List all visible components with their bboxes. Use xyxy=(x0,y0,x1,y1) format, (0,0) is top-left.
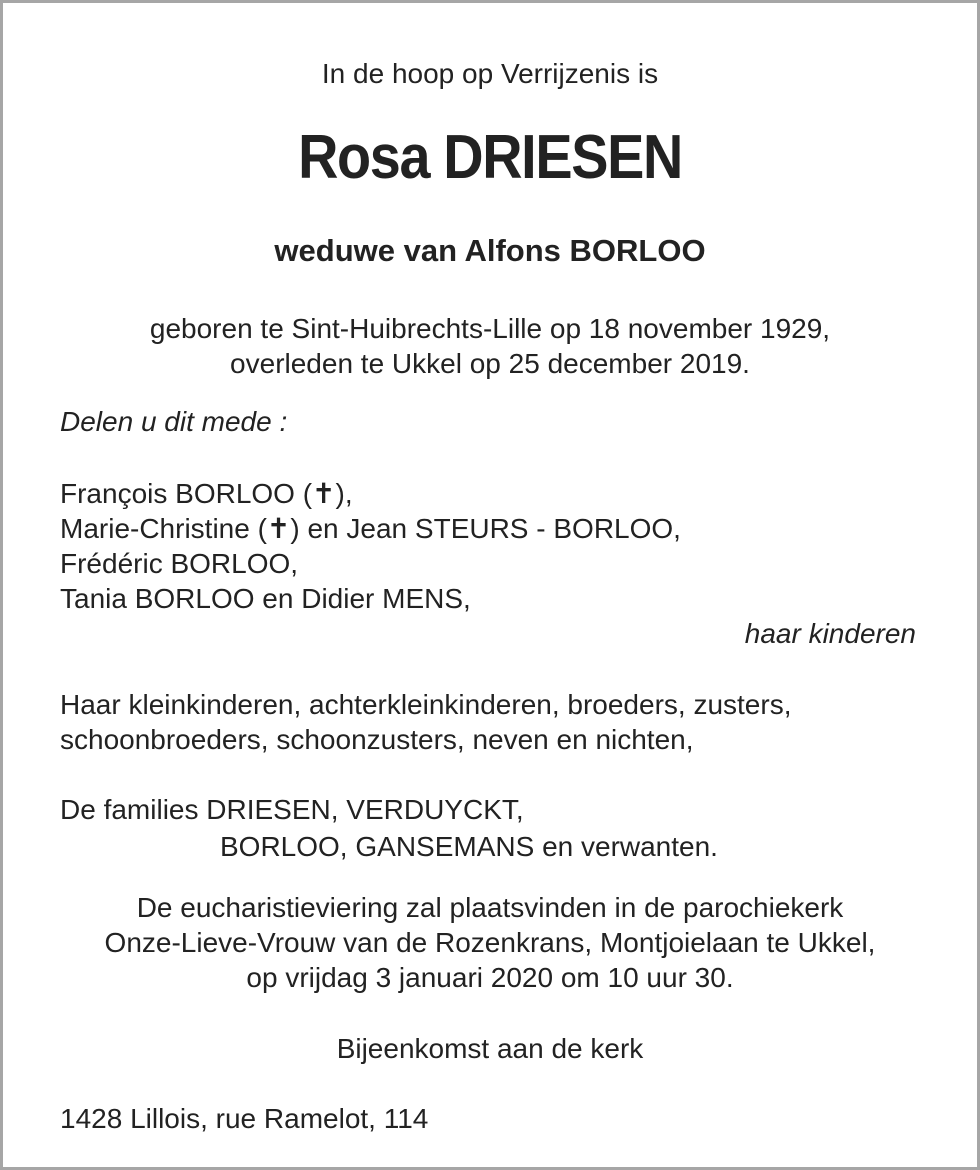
relatives-line: Haar kleinkinderen, achterkleinkinderen, broeders, zusters, xyxy=(60,689,792,720)
share-heading: Delen u dit mede : xyxy=(60,406,288,437)
families-line: De families DRIESEN, VERDUYCKT, xyxy=(60,794,524,825)
address-text: 1428 Lillois, rue Ramelot, 114 xyxy=(60,1103,429,1134)
children-label: haar kinderen xyxy=(744,618,916,649)
families-line: BORLOO, GANSEMANS en verwanten. xyxy=(220,831,718,862)
ceremony-line: op vrijdag 3 januari 2020 om 10 uur 30. xyxy=(246,962,734,993)
deceased-name: Rosa DRIESEN xyxy=(298,123,682,192)
child-line: Tania BORLOO en Didier MENS, xyxy=(60,583,471,614)
intro-text: In de hoop op Verrijzenis is xyxy=(321,58,659,89)
child-line: Marie-Christine (✝) en Jean STEURS - BORLOO, xyxy=(60,513,681,544)
widow-of-line: weduwe van Alfons BORLOO xyxy=(274,233,706,268)
child-line: François BORLOO (✝), xyxy=(60,478,353,509)
birth-line: geboren te Sint-Huibrechts-Lille op 18 november 1929, xyxy=(149,313,831,344)
gathering-text: Bijeenkomst aan de kerk xyxy=(336,1033,644,1064)
child-line: Frédéric BORLOO, xyxy=(60,548,299,579)
relatives-line: schoonbroeders, schoonzusters, neven en nichten, xyxy=(60,724,694,755)
ceremony-line: De eucharistieviering zal plaatsvinden in de parochiekerk xyxy=(136,892,844,923)
death-line: overleden te Ukkel op 25 december 2019. xyxy=(230,348,750,379)
ceremony-line: Onze-Lieve-Vrouw van de Rozenkrans, Montjoielaan te Ukkel, xyxy=(104,927,876,958)
